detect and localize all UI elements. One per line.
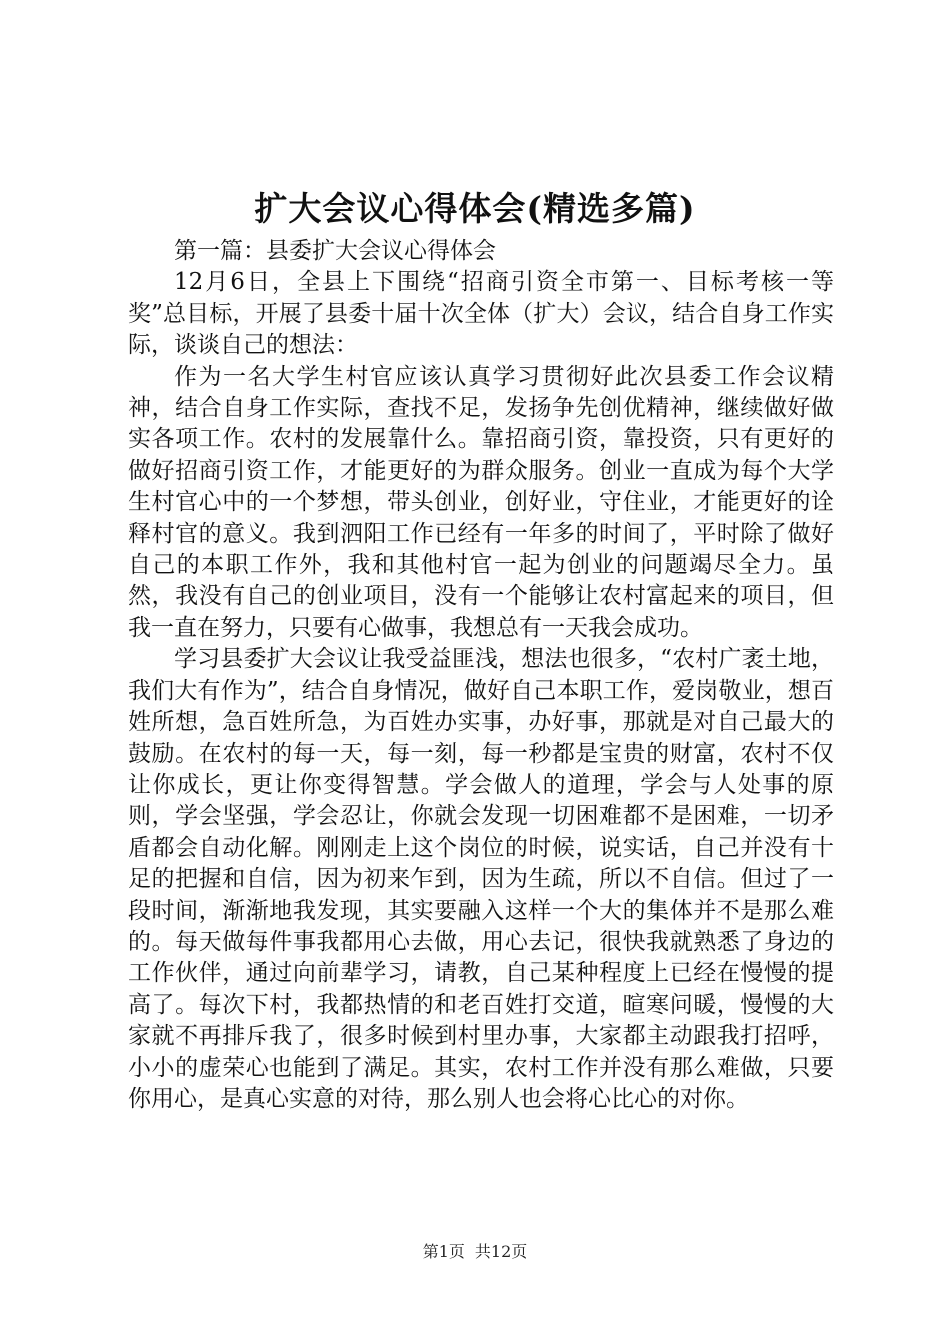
page-footer (0, 1240, 950, 1264)
document-body (128, 236, 834, 1115)
body-paragraph: 12月6日，全县上下围绕“招商引资全市第一、目标考核一等奖”总目标，开展了县委十届十次全体（扩大）会议，结合自身工作实际，谈谈自己的想法： (128, 269, 834, 359)
document-title: 扩大会议心得体会(精选多篇) (254, 189, 696, 228)
body-paragraph: 作为一名大学生村官应该认真学习贯彻好此次县委工作会议精神，结合自身工作实际，查找不足，发扬争先创优精神，继续做好做实各项工作。农村的发展靠什么。靠招商引资，靠投资，只有更好的做好招商引资工作，才能更好的为群众服务。创业一直成为每个大学生村官心中的一个梦想，带头创业，创好业，守住业，才能更好的诠释村官的意义。我到泗阳工作已经有一年多的时间了，平时除了做好自己的本职工作外，我和其他村官一起为创业的问题竭尽全力。虽然，我没有自己的创业项目，没有一个能够让农村富起来的项目，但我一直在努力，只要有心做事，我想总有一天我会成功。 (128, 363, 834, 641)
page-number: 第1页 (422, 1242, 465, 1261)
body-paragraph: 学习县委扩大会议让我受益匪浅，想法也很多，“农村广袤土地，我们大有作为”，结合自身情况，做好自己本职工作，爱岗敬业，想百姓所想，急百姓所急，为百姓办实事，办好事，那就是对自己最大的鼓励。在农村的每一天，每一刻，每一秒都是宝贵的财富，农村不仅让你成长，更让你变得智慧。学会做人的道理，学会与人处事的原则，学会坚强，学会忍让，你就会发现一切困难都不是困难，一切矛盾都会自动化解。刚刚走上这个岗位的时候，说实话，自己并没有十足的把握和自信，因为初来乍到，因为生疏，所以不自信。但过了一段时间，渐渐地我发现，其实要融入这样一个大的集体并不是那么难的。每天做每件事我都用心去做，用心去记，很快我就熟悉了身边的工作伙伴，通过向前辈学习，请教，自己某种程度上已经在慢慢的提高了。每次下村，我都热情的和老百姓打交道，暄寒问暖，慢慢的大家就不再排斥我了，很多时候到村里办事，大家都主动跟我打招呼，小小的虚荣心也能到了满足。其实，农村工作并没有那么难做，只要你用心，是真心实意的对待，那么别人也会将心比心的对你。 (128, 646, 834, 1112)
page-total: 共12页 (474, 1242, 528, 1261)
section-heading: 第一篇：县委扩大会议心得体会 (174, 238, 496, 264)
